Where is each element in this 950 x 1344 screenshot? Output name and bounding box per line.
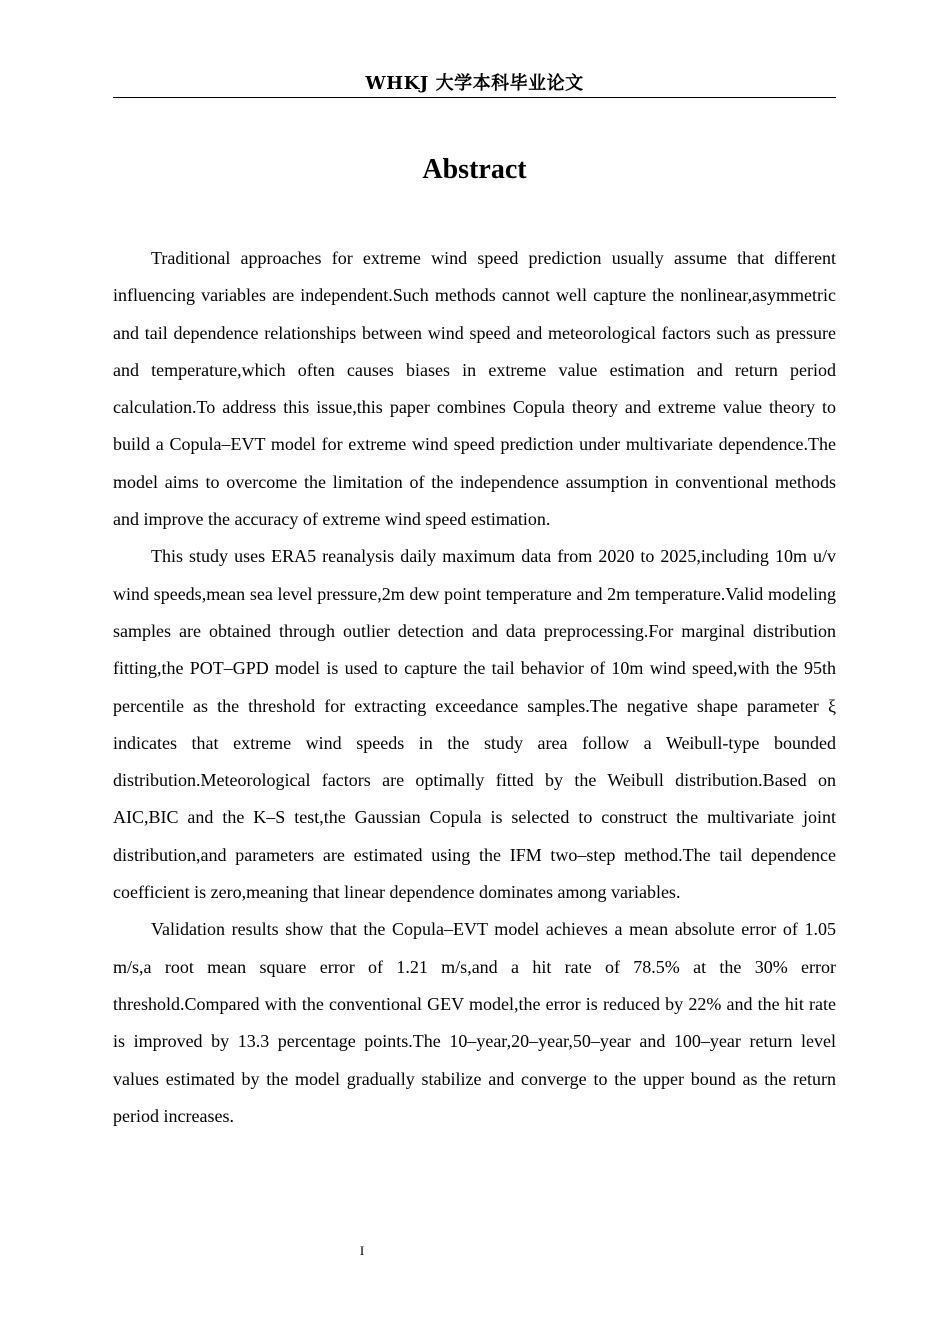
abstract-paragraph-1: Traditional approaches for extreme wind speed prediction usually assume that different influencing variables are independent.Such methods cannot well capture the nonlinear,asymmetric and tail dependence relationships between wind speed and meteorological factors such as pressure and temperature,which often causes biases in extreme value estimation and return period calculation.To address this issue,this paper combines Copula theory and extreme value theory to build a Copula–EVT model for extreme wind speed prediction under multivariate dependence.The model aims to overcome the limitation of the independence assumption in conventional methods and improve the accuracy of extreme wind speed estimation. [113, 248, 836, 530]
abstract-body [113, 240, 836, 1135]
running-header-text: WHKJ 大学本科毕业论文 [365, 73, 584, 94]
abstract-title: Abstract [422, 154, 527, 185]
running-header [113, 70, 836, 98]
abstract-paragraph-2: This study uses ERA5 reanalysis daily maximum data from 2020 to 2025,including 10m u/v wind speeds,mean sea level pressure,2m dew point temperature and 2m temperature.Valid modeling samples are obtained through outlier detection and data preprocessing.For marginal distribution fitting,the POT–GPD model is used to capture the tail behavior of 10m wind speed,with the 95th percentile as the threshold for extracting exceedance samples.The negative shape parameter ξ indicates that extreme wind speeds in the study area follow a Weibull-type bounded distribution.Meteorological factors are optimally fitted by the Weibull distribution.Based on AIC,BIC and the K–S test,the Gaussian Copula is selected to construct the multivariate joint distribution,and parameters are estimated using the IFM two–step method.The tail dependence coefficient is zero,meaning that linear dependence dominates among variables. [113, 546, 836, 903]
abstract-paragraph-3: Validation results show that the Copula–EVT model achieves a mean absolute error of 1.05 m/s,a root mean square error of 1.21 m/s,and a hit rate of 78.5% at the 30% error threshold.Compared with the conventional GEV model,the error is reduced by 22% and the hit rate is improved by 13.3 percentage points.The 10–year,20–year,50–year and 100–year return level values estimated by the model gradually stabilize and converge to the upper bound as the return period increases. [113, 919, 836, 1126]
page-number: I [359, 1243, 365, 1258]
